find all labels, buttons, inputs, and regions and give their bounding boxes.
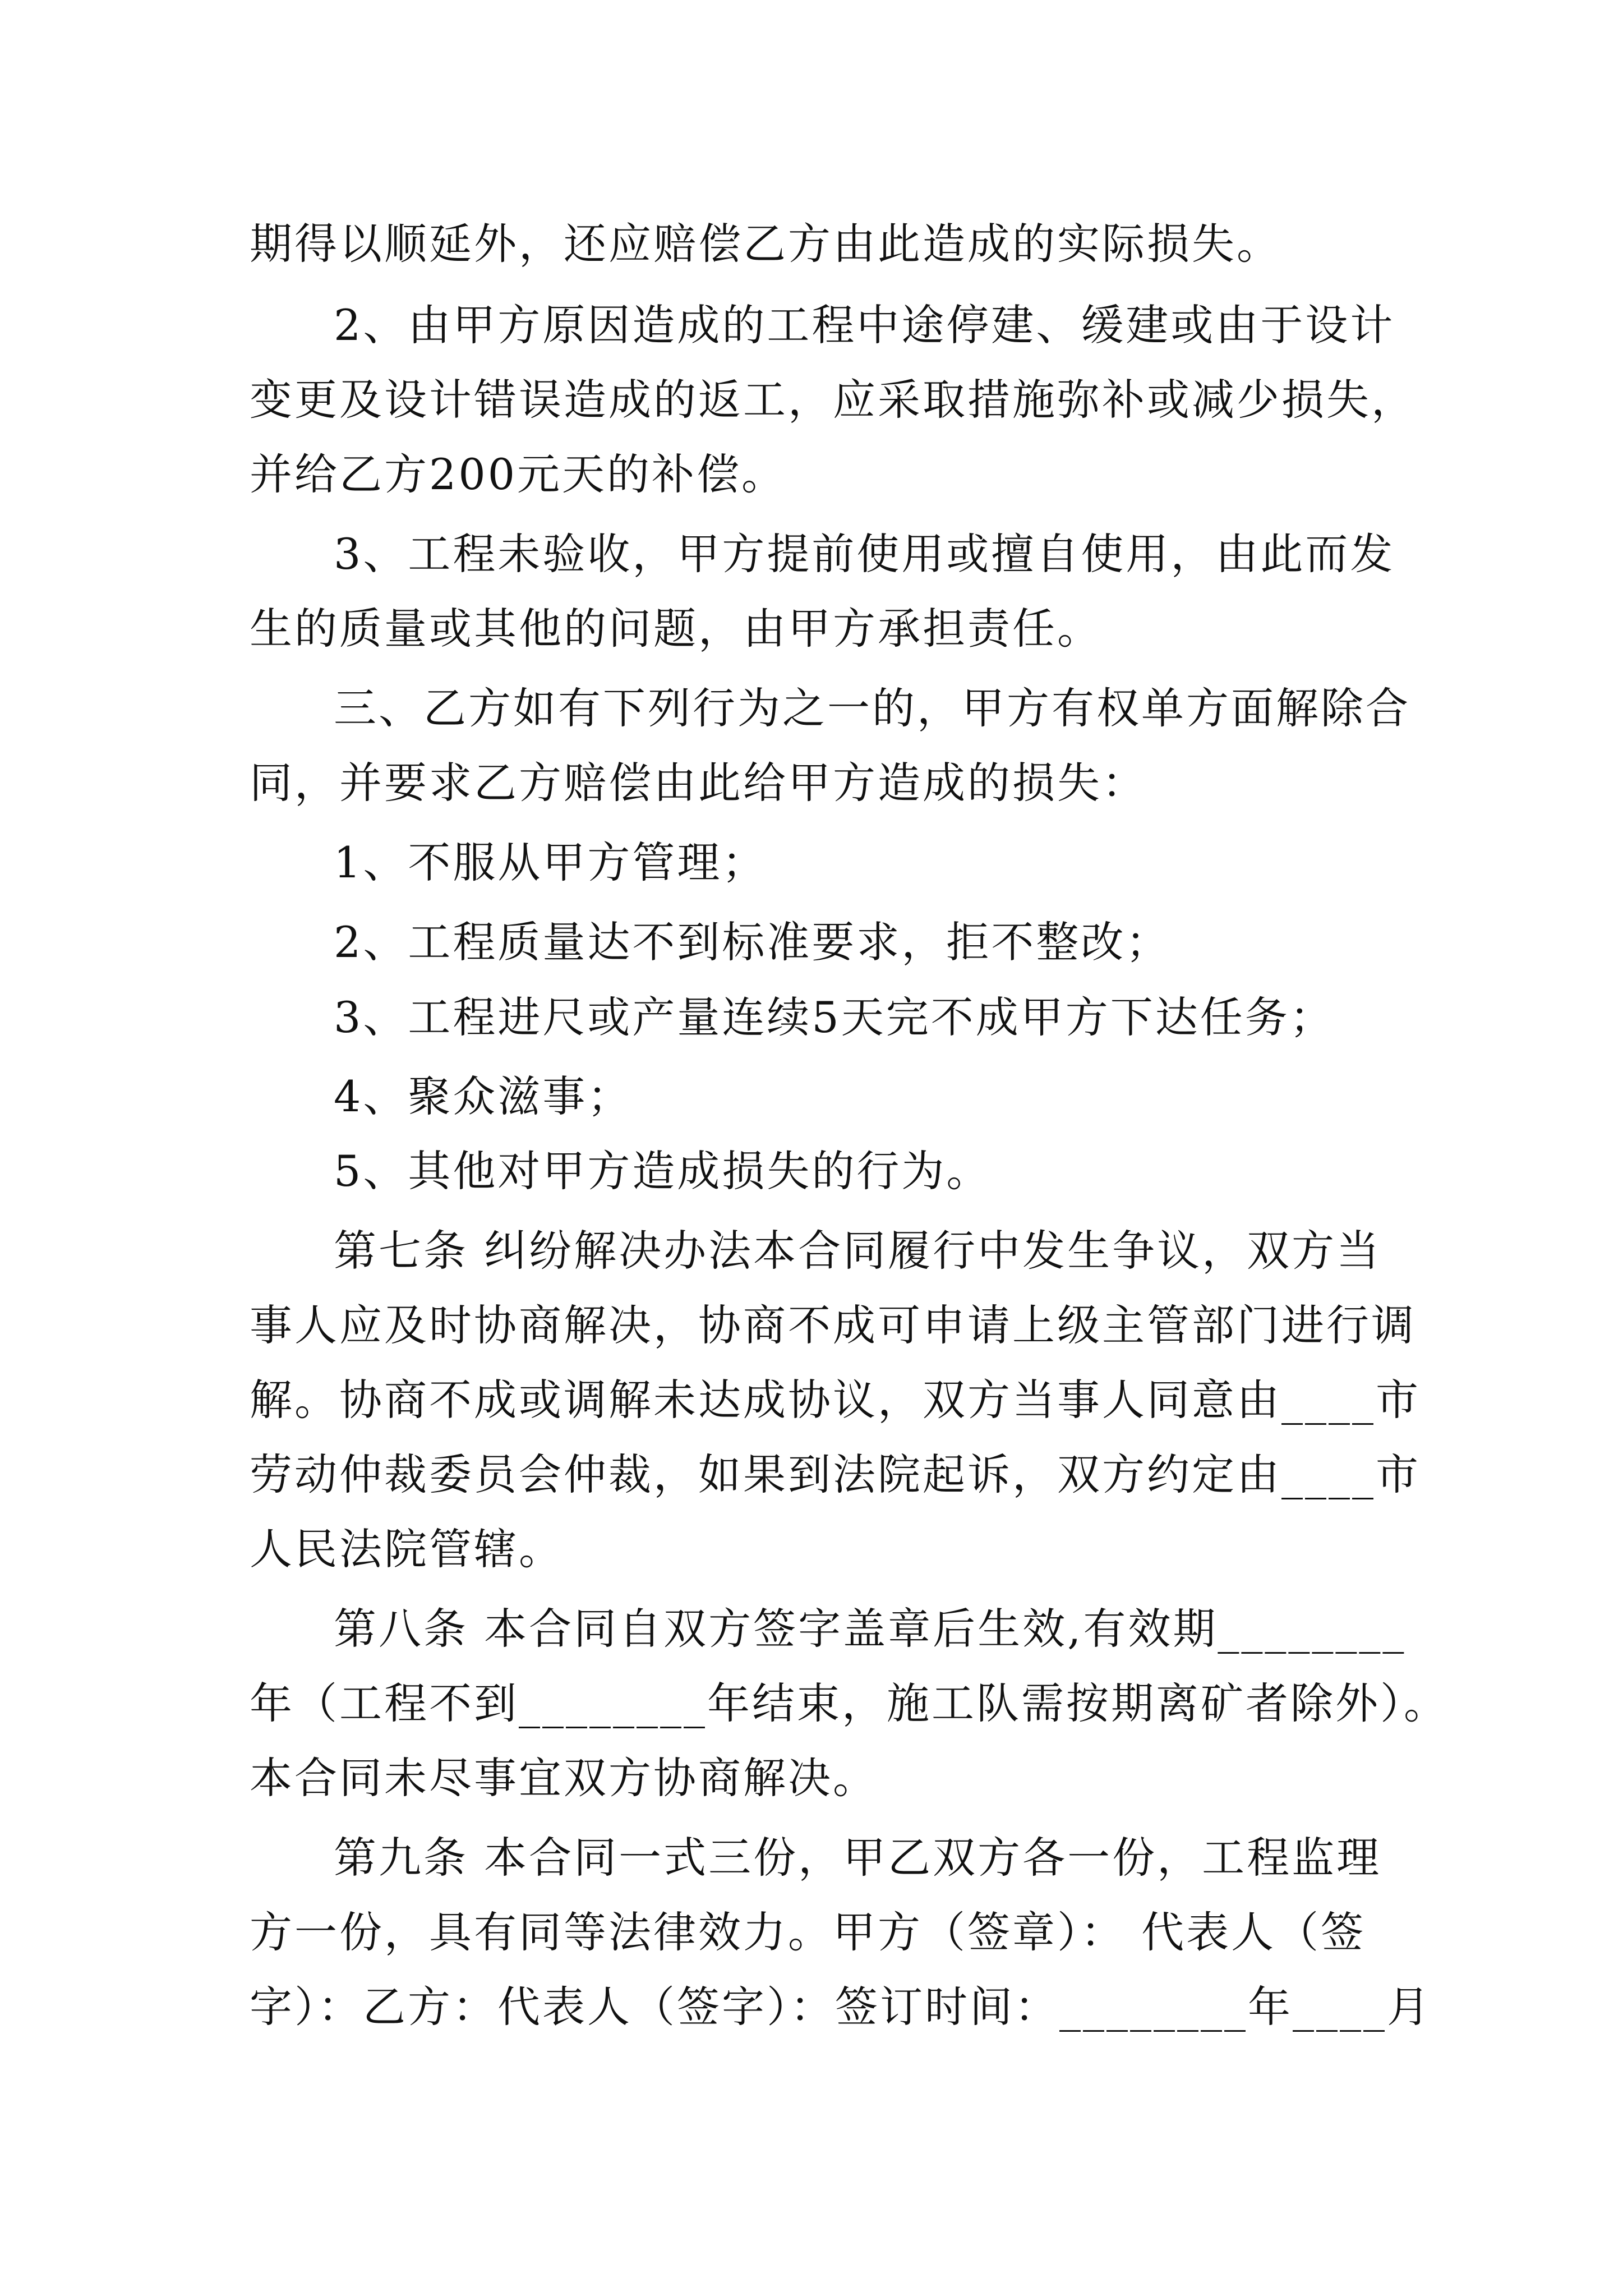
paragraph-line: 字）：乙方：代表人（签字）：签订时间：________年____月	[250, 1982, 1432, 2032]
paragraph-line: 解。协商不成或调解未达成协议，双方当事人同意由____市	[250, 1375, 1421, 1425]
list-item: 1、不服从甲方管理；	[334, 838, 767, 887]
paragraph-line: 方一份，具有同等法律效力。甲方（签章）： 代表人（签	[250, 1907, 1366, 1957]
list-item: 4、聚众滋事；	[334, 1071, 633, 1121]
list-item: 5、其他对甲方造成损失的行为。	[334, 1146, 992, 1196]
paragraph-line: 并给乙方200元天的补偿。	[250, 449, 787, 499]
paragraph-line: 事人应及时协商解决，协商不成可申请上级主管部门进行调	[250, 1300, 1416, 1350]
paragraph-line: 3、工程未验收，甲方提前使用或擅自使用，由此而发	[334, 529, 1395, 579]
paragraph-line: 第九条 本合同一式三份，甲乙双方各一份，工程监理	[334, 1833, 1382, 1883]
paragraph-line: 第七条 纠纷解决办法本合同履行中发生争议，双方当	[334, 1226, 1382, 1276]
list-item: 3、工程进尺或产量连续5天完不成甲方下达任务；	[334, 992, 1335, 1042]
paragraph-line: 年（工程不到________年结束，施工队需按期离矿者除外）。	[250, 1678, 1449, 1728]
paragraph-line: 人民法院管辖。	[250, 1524, 564, 1574]
list-item: 2、工程质量达不到标准要求，拒不整改；	[334, 917, 1171, 967]
paragraph-line: 劳动仲裁委员会仲裁，如果到法院起诉，双方约定由____市	[250, 1450, 1421, 1499]
paragraph-line: 变更及设计错误造成的返工，应采取措施弥补或减少损失，	[250, 375, 1416, 425]
paragraph-line: 生的质量或其他的问题，由甲方承担责任。	[250, 604, 1102, 654]
paragraph-line: 期得以顺延外，还应赔偿乙方由此造成的实际损失。	[250, 219, 1281, 269]
paragraph-line: 第八条 本合同自双方签字盖章后生效,有效期________	[334, 1604, 1407, 1654]
paragraph-line: 2、由甲方原因造成的工程中途停建、缓建或由于设计	[334, 300, 1395, 350]
paragraph-line: 本合同未尽事宜双方协商解决。	[250, 1753, 878, 1803]
paragraph-line: 同，并要求乙方赔偿由此给甲方造成的损失：	[250, 758, 1147, 808]
paragraph-line: 三、乙方如有下列行为之一的，甲方有权单方面解除合	[334, 683, 1410, 733]
